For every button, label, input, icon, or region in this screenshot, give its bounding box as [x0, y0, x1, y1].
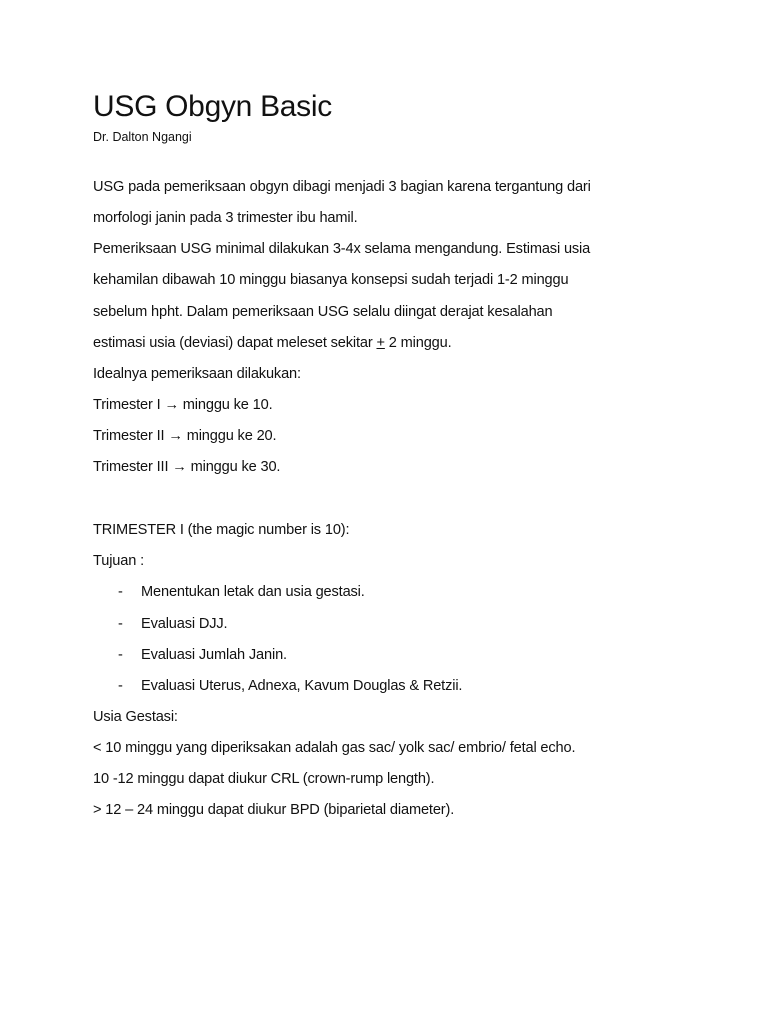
ideal-heading: Idealnya pemeriksaan dilakukan:	[93, 366, 301, 382]
document-title: USG Obgyn Basic	[93, 90, 332, 123]
plus-minus-symbol: +	[376, 335, 385, 351]
section-heading: TRIMESTER I (the magic number is 10):	[93, 522, 350, 538]
deviation-line	[93, 335, 452, 351]
paragraph-line: USG pada pemeriksaan obgyn dibagi menjadi 3 bagian karena tergantung dari	[93, 179, 591, 195]
paragraph-line: morfologi janin pada 3 trimester ibu hamil.	[93, 210, 358, 226]
paragraph-line: Pemeriksaan USG minimal dilakukan 3-4x selama mengandung. Estimasi usia	[93, 241, 591, 257]
deviation-text: estimasi usia (deviasi) dapat meleset sekitar	[93, 335, 377, 351]
gestation-line: < 10 minggu yang diperiksakan adalah gas sac/ yolk sac/ embrio/ fetal echo.	[93, 740, 576, 756]
bullet-dash: -	[118, 647, 123, 663]
gestation-line: 10 -12 minggu dapat diukur CRL (crown-rump length).	[93, 771, 435, 787]
trimester-line: Trimester III → minggu ke 30.	[93, 459, 281, 475]
deviation-value: 2 minggu.	[384, 335, 452, 351]
goal-text: Menentukan letak dan usia gestasi.	[141, 584, 365, 600]
bullet-dash: -	[118, 584, 123, 600]
gestation-heading: Usia Gestasi:	[93, 709, 178, 725]
gestation-line: > 12 – 24 minggu dapat diukur BPD (biparietal diameter).	[93, 802, 455, 818]
goal-text: Evaluasi Uterus, Adnexa, Kavum Douglas & Retzii.	[141, 678, 463, 694]
paragraph-line: sebelum hpht. Dalam pemeriksaan USG selalu diingat derajat kesalahan	[93, 304, 553, 320]
trimester-line: Trimester I → minggu ke 10.	[93, 397, 273, 413]
goals-heading: Tujuan :	[93, 553, 144, 569]
goal-text: Evaluasi Jumlah Janin.	[141, 647, 287, 663]
bullet-dash: -	[118, 678, 123, 694]
paragraph-line: kehamilan dibawah 10 minggu biasanya konsepsi sudah terjadi 1-2 minggu	[93, 272, 569, 288]
bullet-dash: -	[118, 616, 123, 632]
document-author: Dr. Dalton Ngangi	[93, 130, 192, 144]
trimester-line: Trimester II → minggu ke 20.	[93, 428, 277, 444]
goal-text: Evaluasi DJJ.	[141, 616, 228, 632]
